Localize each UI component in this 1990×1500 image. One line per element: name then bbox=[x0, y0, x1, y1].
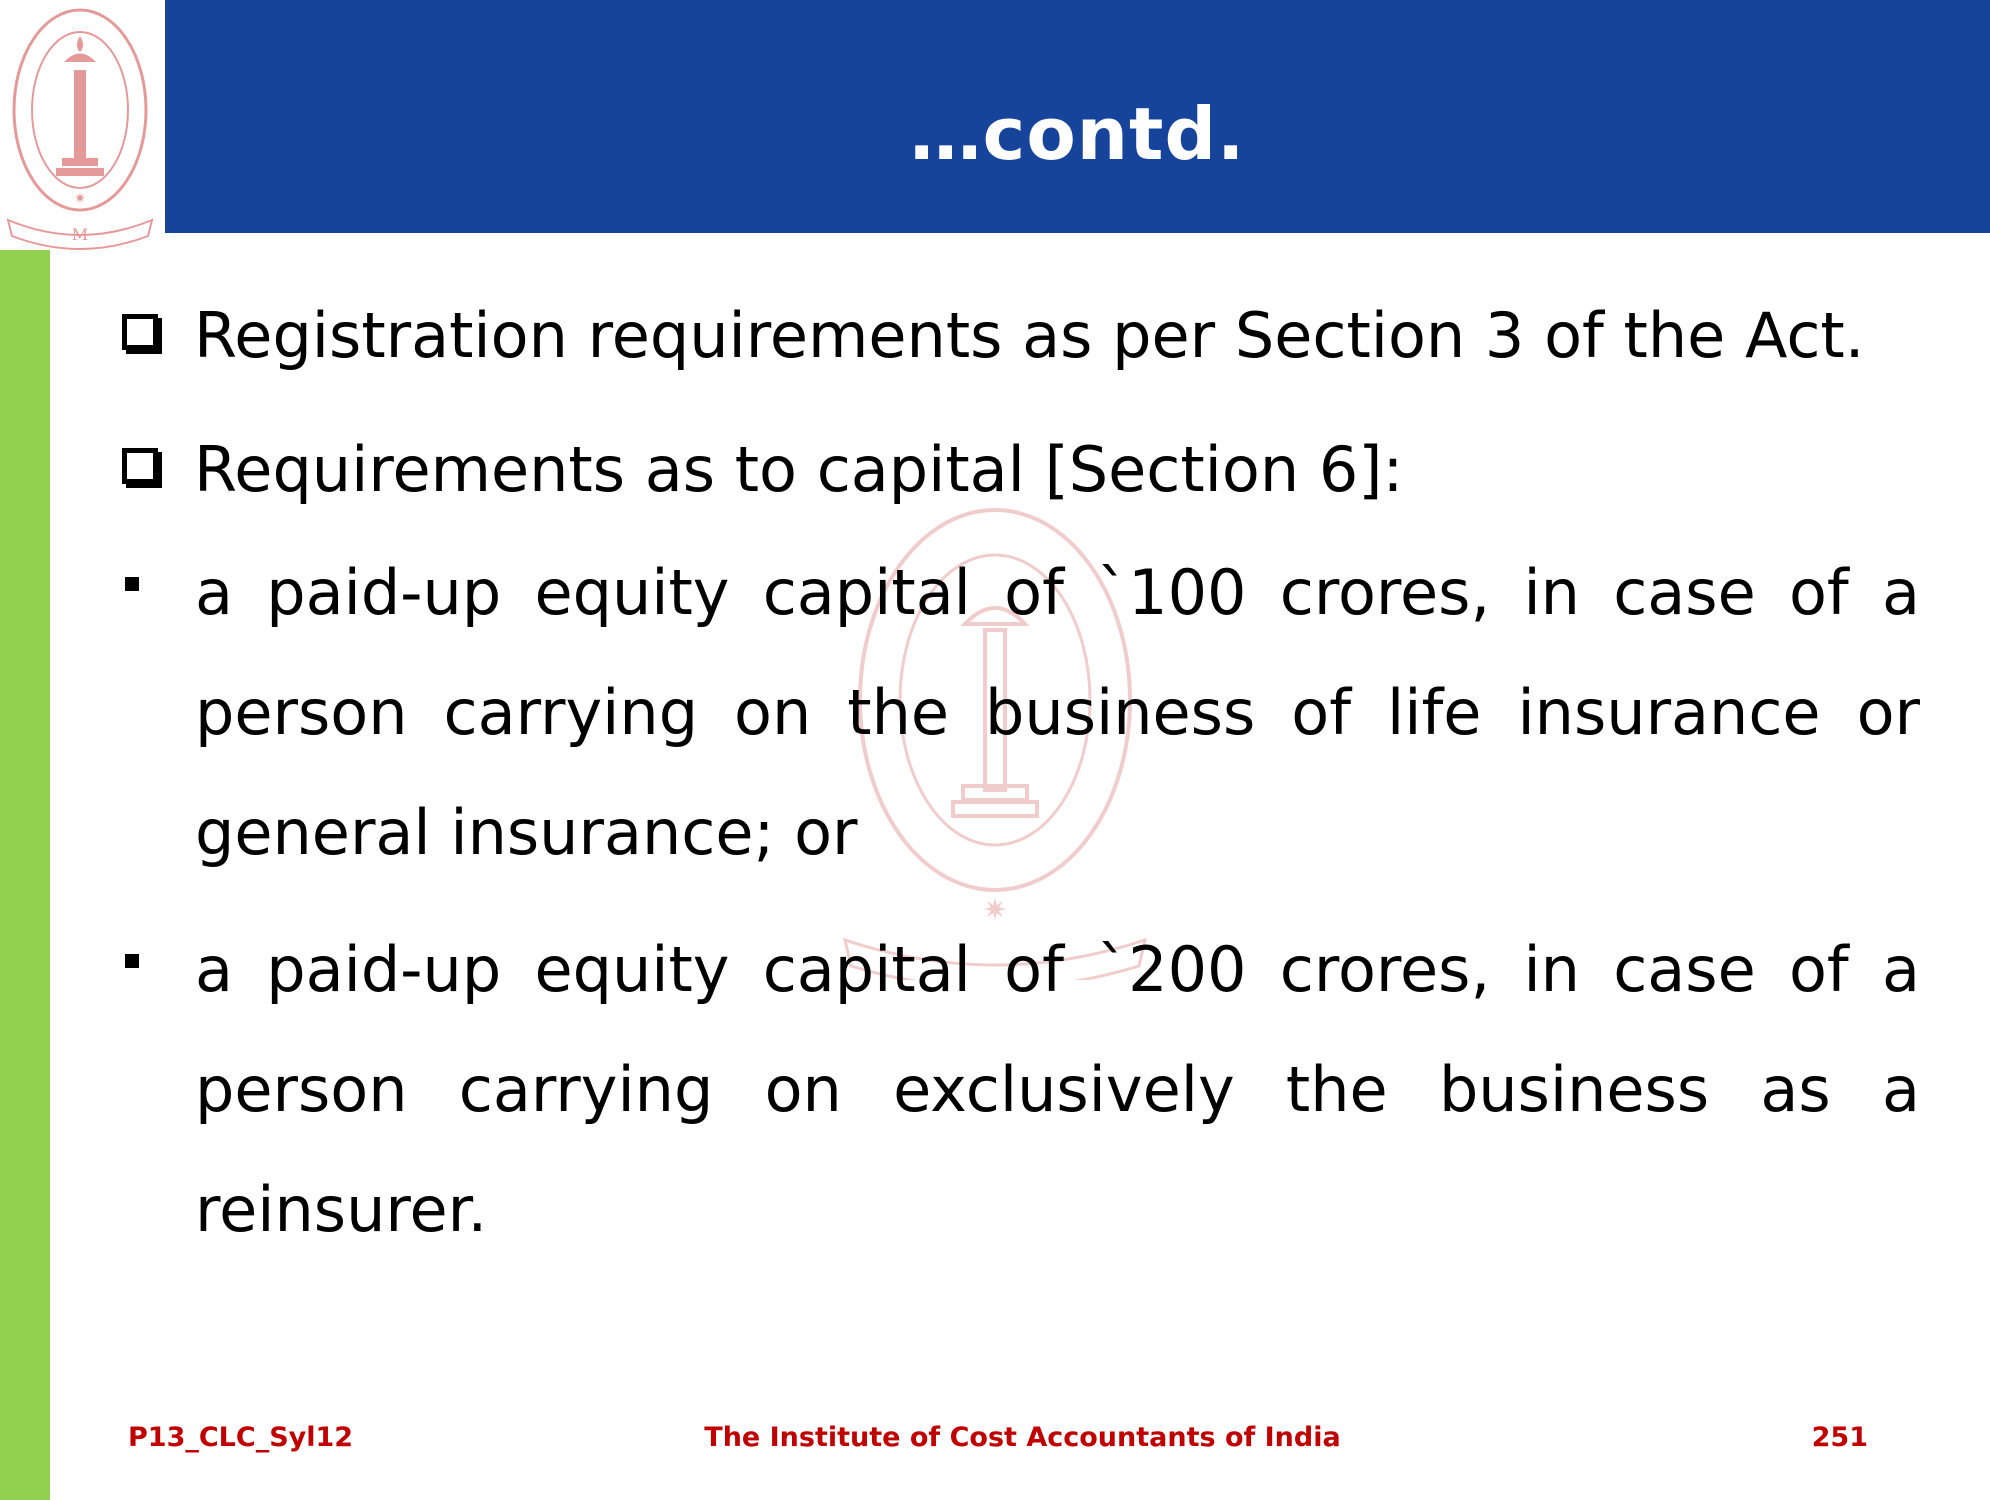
square-bullet-icon bbox=[125, 577, 139, 591]
svg-text:✷: ✷ bbox=[982, 893, 1008, 928]
list-item-text: Registration requirements as per Section 3 of the Act. bbox=[194, 299, 1865, 372]
svg-text:M: M bbox=[71, 225, 89, 244]
list-item-text: Requirements as to capital [Section 6]: bbox=[194, 433, 1404, 506]
checkbox-bullet-icon bbox=[122, 314, 158, 350]
footer-course-code: P13_CLC_Syl12 bbox=[128, 1422, 354, 1453]
footer-page-number: 251 bbox=[1811, 1422, 1868, 1453]
svg-text:✷: ✷ bbox=[74, 191, 86, 207]
list-item-text: a paid-up equity capital of `200 crores, in case of a person carrying on exclusively the business as a reinsurer. bbox=[195, 933, 1920, 1246]
footer-institute-name: The Institute of Cost Accountants of India bbox=[704, 1422, 1341, 1453]
slide-title: …contd. bbox=[909, 92, 1246, 176]
square-bullet-icon bbox=[125, 954, 139, 968]
checkbox-bullet-icon bbox=[122, 448, 158, 484]
list-item-text: a paid-up equity capital of `100 crores, in case of a person carrying on the business of life insurance or general insurance; or bbox=[195, 556, 1920, 869]
